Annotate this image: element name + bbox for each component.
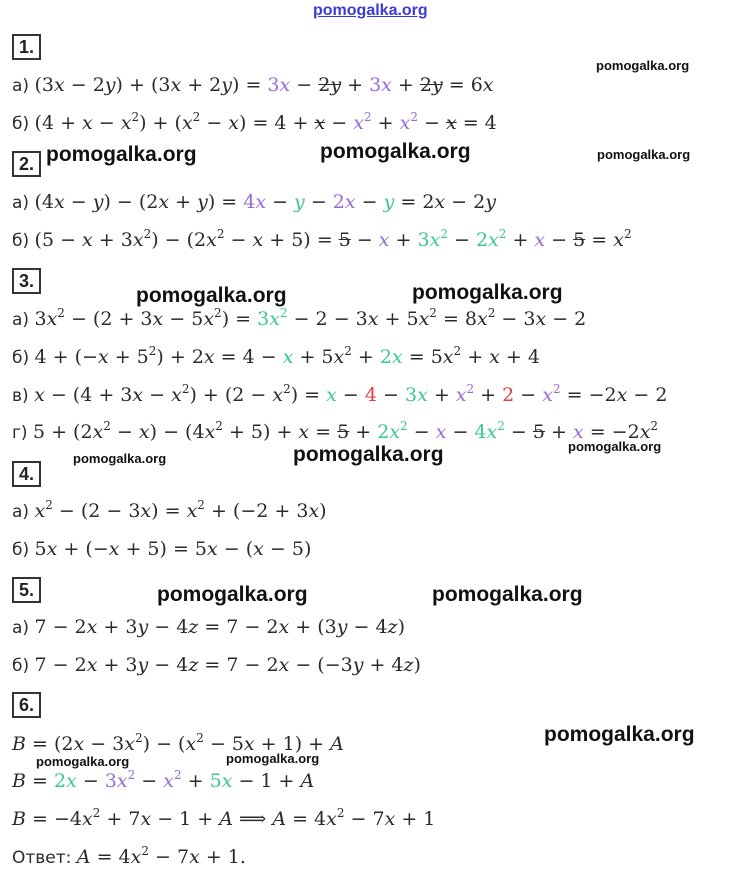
watermark: pomogalka.org [412,281,563,304]
equation-6-line2: $B = 2x - 3x^2 - x^2 + 5x - 1 + A$ [12,768,315,792]
watermark-top-link[interactable]: pomogalka.org [313,2,428,19]
watermark: pomogalka.org [432,583,583,606]
item-label: а) [12,310,35,330]
item-label: б) [12,540,35,560]
watermark: pomogalka.org [597,147,691,162]
task-number-1: 1. [12,34,41,60]
watermark: pomogalka.org [544,723,695,746]
item-label: г) [12,423,33,443]
item-label: в) [12,386,35,406]
equation-3g: г) $5 + (2x^2 - x) - (4x^2 + 5) + x = 5 + 2x^2 - x - 4x^2 - 5 + x = -2x^2$ [12,419,659,443]
equation-5b: б) 7 − 2x + 3y − 4z = 7 − 2x − (−3y + 4z) [12,654,421,676]
equation-3v: в) $x - (4 + 3x - x^2) + (2 - x^2) = x - 4 - 3x + x^2 + 2 - x^2 = -2x - 2$ [12,382,668,406]
watermark: pomogalka.org [596,58,690,73]
item-label: б) [12,348,35,368]
watermark: pomogalka.org [226,751,320,766]
item-label: а) [12,502,35,522]
equation-4a: а) $x^2 - (2 - 3x) = x^2 + (-2 + 3x)$ [12,498,327,522]
item-label: а) [12,76,35,96]
equation-3a: а) $3x^2 - (2 + 3x - 5x^2) = 3x^2 - 2 - 3x + 5x^2 = 8x^2 - 3x - 2$ [12,306,587,330]
task-number-3: 3. [12,268,41,294]
task-number-6: 6. [12,692,41,718]
watermark: pomogalka.org [157,583,308,606]
watermark: pomogalka.org [568,439,662,454]
item-label: б) [12,114,35,134]
equation-3b: б) $4 + (-x + 5^2) + 2x = 4 - x + 5x^2 + 2x = 5x^2 + x + 4$ [12,344,540,368]
item-label: а) [12,193,35,213]
watermark: pomogalka.org [46,143,197,166]
equation-2b: б) $(5 - x + 3x^2) - (2x^2 - x + 5) = 5 - x + 3x^2 - 2x^2 + x - 5 = x^2$ [12,227,632,251]
watermark: pomogalka.org [293,443,444,466]
task-number-5: 5. [12,577,41,603]
watermark: pomogalka.org [73,451,167,466]
equation-1a: а) (3x − 2y) + (3x + 2y) = 3x − 2y + 3x + 2y = 6x [12,74,494,96]
equation-6-line1: $B = (2x - 3x^2) - (x^2 - 5x + 1) + A$ [12,731,344,755]
equation-5a: а) 7 − 2x + 3y − 4z = 7 − 2x + (3y − 4z) [12,616,405,638]
answer-label: Ответ: [12,848,77,868]
answer-6: Ответ: $A = 4x^2 - 7x + 1$. [12,844,246,868]
task-number-2: 2. [12,151,41,177]
equation-4b: б) 5x + (−x + 5) = 5x − (x − 5) [12,538,312,560]
watermark: pomogalka.org [320,140,471,163]
watermark: pomogalka.org [36,754,130,769]
item-label: б) [12,231,35,251]
equation-6-line3: $B = -4x^2 + 7x - 1 + A$ ⟹ $A = 4x^2 - 7x + 1$ [12,806,436,830]
equation-2a: а) (4x − y) − (2x + y) = 4x − y − 2x − y = 2x − 2y [12,191,496,213]
item-label: б) [12,656,35,676]
task-number-4: 4. [12,461,41,487]
equation-1b: б) $(4 + x - x^2) + (x^2 - x) = 4 + x - x^2 + x^2 - x = 4$ [12,110,497,134]
watermark: pomogalka.org [136,284,287,307]
item-label: а) [12,618,35,638]
